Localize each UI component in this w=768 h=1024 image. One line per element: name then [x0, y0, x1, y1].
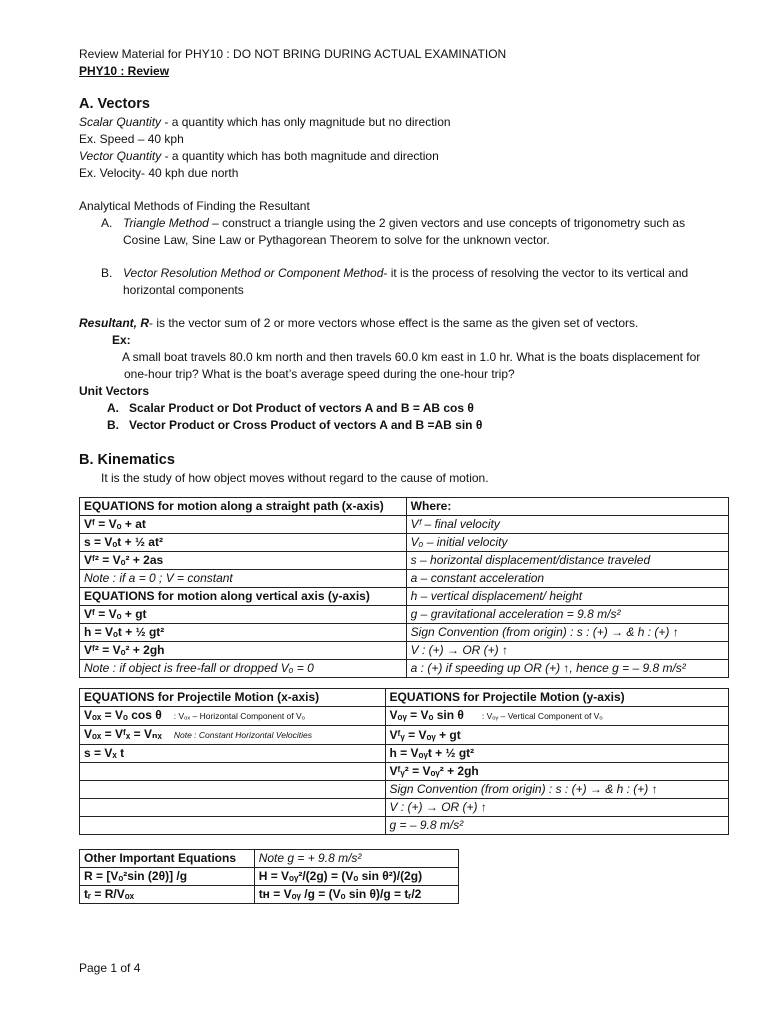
kinematics-table: [79, 497, 729, 678]
page-number: Page 1 of 4: [79, 961, 141, 975]
table-cell: R = [Vₒ²sin (2θ)] /g: [80, 868, 255, 886]
table-cell: tᵣ = R/Vₒₓ: [80, 886, 255, 904]
table-cell: Note : if object is free-fall or dropped Vₒ = 0: [80, 660, 407, 678]
table-cell: Vᶠᵧ² = Vₒᵧ² + 2gh: [385, 763, 728, 781]
method-a: A. Triangle Method – construct a triangle using the 2 given vectors and use concepts of trigonometry such as Cosine Law, Sine Law or Pythagorean Theorem to solve for the unknown vector.: [101, 216, 686, 247]
example-text-2: one-hour trip? What is the boat’s average speed during the one-hour trip?: [124, 367, 515, 381]
table-cell: [80, 763, 386, 781]
table-cell: Sign Convention (from origin) : s : (+) → & h : (+) ↑: [385, 781, 728, 799]
table-row: [80, 799, 729, 817]
table-row: [80, 516, 729, 534]
table-cell: Other Important Equations: [80, 850, 255, 868]
unit-vector-a: A. Scalar Product or Dot Product of vectors A and B = AB cos θ: [107, 401, 474, 415]
section-a-title: A. Vectors: [79, 96, 150, 112]
table-cell: g = – 9.8 m/s²: [385, 817, 728, 835]
method-b: B. Vector Resolution Method or Component Method- it is the process of resolving the vector to its vertical and horizontal components: [101, 266, 689, 297]
other-equations-table: [79, 849, 459, 904]
doc-title: PHY10 : Review: [79, 64, 170, 78]
table-cell: Vₒ – initial velocity: [406, 534, 728, 552]
table-cell: Vᶠ = Vₒ + gt: [80, 606, 407, 624]
vector-example: Ex. Velocity- 40 kph due north: [79, 166, 239, 180]
projectile-table: [79, 688, 729, 835]
table-row: [80, 886, 459, 904]
table-cell: V : (+) → OR (+) ↑: [406, 642, 728, 660]
resultant-def: Resultant, R- is the vector sum of 2 or more vectors whose effect is the same as the given set of vectors.: [79, 316, 639, 330]
table-cell: Vₒₓ = Vᶠₓ = Vₙₓ Note : Constant Horizontal Velocities: [80, 726, 386, 745]
table-row: [80, 745, 729, 763]
table-row: [80, 570, 729, 588]
table-row: [80, 534, 729, 552]
table-cell: Sign Convention (from origin) : s : (+) → & h : (+) ↑: [406, 624, 728, 642]
example-text-1: A small boat travels 80.0 km north and then travels 60.0 km east in 1.0 hr. What is the boats displacement for: [122, 350, 701, 364]
document-page: [79, 46, 739, 904]
kinematics-intro: It is the study of how object moves without regard to the cause of motion.: [101, 471, 489, 485]
table-cell: h = Vₒt + ½ gt²: [80, 624, 407, 642]
table-row: [80, 606, 729, 624]
table-cell: V : (+) → OR (+) ↑: [385, 799, 728, 817]
table-cell: h = Vₒᵧt + ½ gt²: [385, 745, 728, 763]
table-cell: a – constant acceleration: [406, 570, 728, 588]
vector-def: Vector Quantity - a quantity which has both magnitude and direction: [79, 149, 439, 163]
table-cell: a : (+) if speeding up OR (+) ↑, hence g = – 9.8 m/s²: [406, 660, 728, 678]
table-cell: Where:: [406, 498, 728, 516]
table-cell: Vₒᵧ = Vₒ sin θ : Vₒᵧ – Vertical Component of Vₒ: [385, 707, 728, 726]
table-cell: Note g = + 9.8 m/s²: [254, 850, 458, 868]
table-row: [80, 850, 459, 868]
table-cell: [80, 781, 386, 799]
table-cell: Vᶠᵧ = Vₒᵧ + gt: [385, 726, 728, 745]
table-cell: EQUATIONS for motion along vertical axis (y-axis): [80, 588, 407, 606]
table-cell: Vₒₓ = Vₒ cos θ : Vₒₓ – Horizontal Component of Vₒ: [80, 707, 386, 726]
example-label: Ex:: [112, 333, 131, 347]
table-cell: Vᶠ² = Vₒ² + 2as: [80, 552, 407, 570]
table-row: [80, 689, 729, 707]
table-row: [80, 763, 729, 781]
table-cell: Vᶠ – final velocity: [406, 516, 728, 534]
table-row: [80, 817, 729, 835]
section-b-title: B. Kinematics: [79, 452, 175, 468]
table-row: [80, 498, 729, 516]
table-cell: EQUATIONS for Projectile Motion (x-axis): [80, 689, 386, 707]
table-cell: Note : if a = 0 ; V = constant: [80, 570, 407, 588]
table-cell: [80, 799, 386, 817]
table-cell: h – vertical displacement/ height: [406, 588, 728, 606]
table-row: [80, 642, 729, 660]
table-cell: s – horizontal displacement/distance traveled: [406, 552, 728, 570]
unit-vector-b: B. Vector Product or Cross Product of vectors A and B =AB sin θ: [107, 418, 483, 432]
table-row: [80, 552, 729, 570]
table-cell: H = Vₒᵧ²/(2g) = (Vₒ sin θ²)/(2g): [254, 868, 458, 886]
table-row: [80, 660, 729, 678]
table-row: [80, 588, 729, 606]
table-cell: tʜ = Vₒᵧ /g = (Vₒ sin θ)/g = tᵣ/2: [254, 886, 458, 904]
unit-vectors-title: Unit Vectors: [79, 384, 150, 398]
table-row: [80, 707, 729, 726]
table-cell: [80, 817, 386, 835]
table-cell: g – gravitational acceleration = 9.8 m/s²: [406, 606, 728, 624]
table-cell: Vᶠ² = Vₒ² + 2gh: [80, 642, 407, 660]
table-cell: EQUATIONS for motion along a straight path (x-axis): [80, 498, 407, 516]
table-row: [80, 726, 729, 745]
table-cell: EQUATIONS for Projectile Motion (y-axis): [385, 689, 728, 707]
table-cell: s = Vₓ t: [80, 745, 386, 763]
table-row: [80, 781, 729, 799]
table-row: [80, 624, 729, 642]
scalar-example: Ex. Speed – 40 kph: [79, 132, 184, 146]
table-cell: Vᶠ = Vₒ + at: [80, 516, 407, 534]
table-row: [80, 868, 459, 886]
scalar-def: Scalar Quantity - a quantity which has only magnitude but no direction: [79, 115, 451, 129]
header-line: Review Material for PHY10 : DO NOT BRING DURING ACTUAL EXAMINATION: [79, 47, 507, 61]
table-cell: s = Vₒt + ½ at²: [80, 534, 407, 552]
analytical-title: Analytical Methods of Finding the Resultant: [79, 199, 310, 213]
